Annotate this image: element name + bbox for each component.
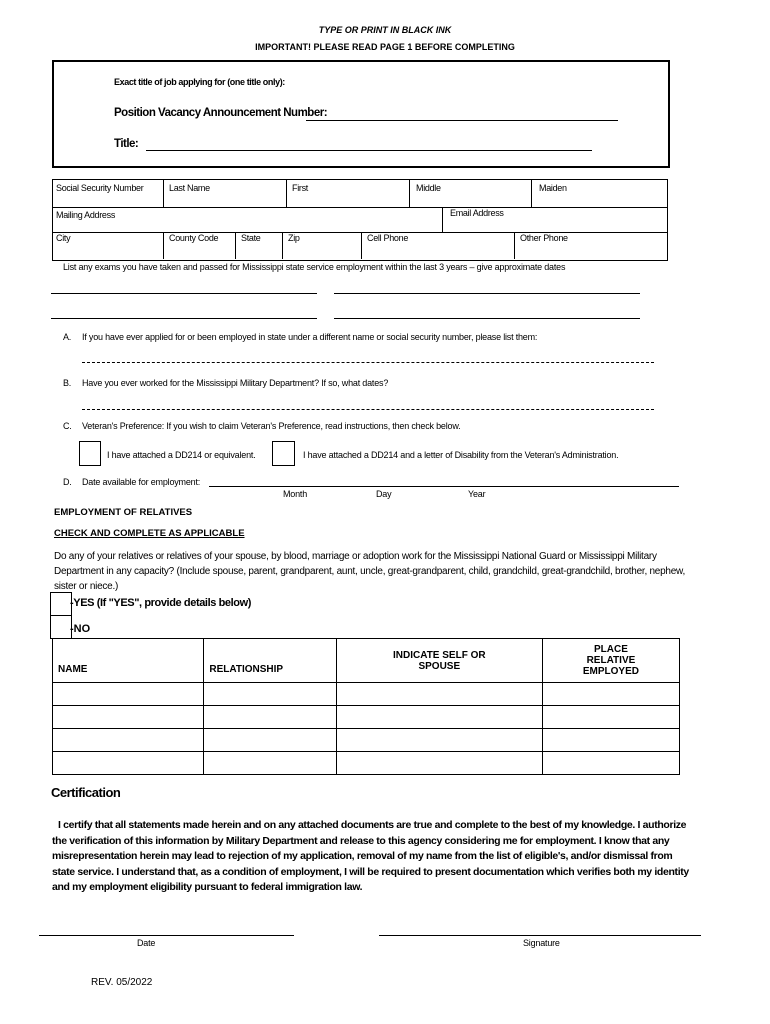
cell-place-employed[interactable] <box>542 683 679 706</box>
ssn-field[interactable]: Social Security Number <box>56 183 144 193</box>
exam-line-4[interactable] <box>334 318 640 319</box>
middle-name-field[interactable]: Middle <box>416 183 441 193</box>
cell-relationship[interactable] <box>204 683 336 706</box>
table-row <box>53 683 680 706</box>
exact-title-label: Exact title of job applying for (one title only): <box>114 77 285 87</box>
email-address-field[interactable]: Email Address <box>450 208 504 218</box>
cell-place-employed[interactable] <box>542 706 679 729</box>
month-label: Month <box>283 489 308 499</box>
state-field[interactable]: State <box>241 233 261 243</box>
relatives-question: Do any of your relatives or relatives of your spouse, by blood, marriage or adoption work for the Mississippi National Guard or Mississippi Military Department in any capacity? (Include spouse, parent, grandparent, aunt, uncle, great-grandparent, child, grandchild, great-grandchild, brother, nephew, sister or niece.) <box>54 551 685 592</box>
cell-self-spouse[interactable] <box>336 683 542 706</box>
yes-checkbox[interactable] <box>50 592 72 616</box>
table-row <box>53 729 680 752</box>
relatives-heading: EMPLOYMENT OF RELATIVES <box>54 507 193 518</box>
signature-label: Signature <box>523 938 560 948</box>
date-available-field[interactable] <box>209 486 679 487</box>
job-title-field[interactable] <box>146 150 592 151</box>
question-c-text: Veteran's Preference: If you wish to claim Veteran's Preference, read instructions, then check below. <box>82 421 461 431</box>
row-location <box>53 232 667 259</box>
county-code-field[interactable]: County Code <box>169 233 219 243</box>
cell-place-employed[interactable] <box>542 729 679 752</box>
city-field[interactable]: City <box>56 233 71 243</box>
other-phone-field[interactable]: Other Phone <box>520 233 568 243</box>
cell-phone-field[interactable]: Cell Phone <box>367 233 409 243</box>
question-a-letter: A. <box>63 332 72 342</box>
last-name-field[interactable]: Last Name <box>169 183 210 193</box>
signature-line[interactable] <box>379 935 701 936</box>
exam-line-1[interactable] <box>51 293 317 294</box>
day-label: Day <box>376 489 392 499</box>
question-a-answer-line[interactable] <box>82 362 654 363</box>
yes-label: -YES (If "YES", provide details below) <box>70 597 252 609</box>
question-d-text: Date available for employment: <box>82 477 201 487</box>
year-label: Year <box>468 489 486 499</box>
col-place-employed-header: PLACE RELATIVE EMPLOYED <box>542 639 679 683</box>
col-relationship-header: RELATIONSHIP <box>204 639 336 683</box>
question-d-letter: D. <box>63 477 72 487</box>
certification-heading: Certification <box>51 785 121 800</box>
vacancy-number-field[interactable] <box>306 120 618 121</box>
first-name-field[interactable]: First <box>292 183 308 193</box>
date-signature-line[interactable] <box>39 935 294 936</box>
question-c-letter: C. <box>63 421 72 431</box>
dd214-disability-checkbox[interactable] <box>272 441 295 466</box>
cell-name[interactable] <box>53 729 204 752</box>
col-self-spouse-header: INDICATE SELF OR SPOUSE <box>336 639 542 683</box>
question-b-answer-line[interactable] <box>82 409 654 410</box>
mailing-address-field[interactable]: Mailing Address <box>56 210 116 220</box>
cell-self-spouse[interactable] <box>336 706 542 729</box>
cell-self-spouse[interactable] <box>336 752 542 775</box>
exams-instruction: List any exams you have taken and passed for Mississippi state service employment within the last 3 years – give approximate dates <box>63 262 566 272</box>
question-b-letter: B. <box>63 378 72 388</box>
dd214-checkbox[interactable] <box>79 441 101 466</box>
cell-name[interactable] <box>53 706 204 729</box>
vacancy-number-label: Position Vacancy Announcement Number: <box>114 107 328 119</box>
exam-line-2[interactable] <box>334 293 640 294</box>
relatives-table-header <box>53 639 680 683</box>
table-row <box>53 752 680 775</box>
question-a-text: If you have ever applied for or been employed in state under a different name or social security number, please list them: <box>82 332 538 342</box>
job-title-box <box>52 60 670 168</box>
cell-relationship[interactable] <box>204 706 336 729</box>
relatives-table <box>52 638 680 775</box>
dd214-option-label: I have attached a DD214 or equivalent. <box>107 450 256 460</box>
revision-label: REV. 05/2022 <box>91 977 153 988</box>
date-label: Date <box>137 938 156 948</box>
job-title-label: Title: <box>114 138 139 150</box>
cell-self-spouse[interactable] <box>336 729 542 752</box>
zip-field[interactable]: Zip <box>288 233 300 243</box>
personal-info-grid <box>52 179 668 261</box>
col-name-header: NAME <box>53 639 204 683</box>
cell-name[interactable] <box>53 752 204 775</box>
ink-instruction: TYPE OR PRINT IN BLACK INK <box>318 25 452 35</box>
exam-line-3[interactable] <box>51 318 317 319</box>
maiden-name-field[interactable]: Maiden <box>539 183 567 193</box>
no-checkbox[interactable] <box>50 615 72 639</box>
relatives-subheading: CHECK AND COMPLETE AS APPLICABLE <box>54 528 245 539</box>
cell-name[interactable] <box>53 683 204 706</box>
row-names <box>53 180 667 208</box>
cell-place-employed[interactable] <box>542 752 679 775</box>
certification-text: I certify that all statements made herein and on any attached documents are true and complete to the best of my knowledge. I authorize the verification of this information by Military Department and release to this agency considering me for employment. I know that any misrepresentation herein may lead to rejection of my application, removal of my name from the list of eligible's, and/or dismissal from state service. I understand that, as a condition of employment, I will be required to present documentation which verifies both my identity and my employment eligibility pursuant to federal immigration law. <box>52 819 689 893</box>
read-page-1-notice: IMPORTANT! PLEASE READ PAGE 1 BEFORE COMPLETING <box>255 42 515 52</box>
dd214-disability-option-label: I have attached a DD214 and a letter of Disability from the Veteran's Administration. <box>303 450 619 460</box>
question-b-text: Have you ever worked for the Mississippi Military Department? If so, what dates? <box>82 378 389 388</box>
table-row <box>53 706 680 729</box>
row-address <box>53 207 667 233</box>
cell-relationship[interactable] <box>204 752 336 775</box>
no-label: -NO <box>70 623 91 635</box>
cell-relationship[interactable] <box>204 729 336 752</box>
